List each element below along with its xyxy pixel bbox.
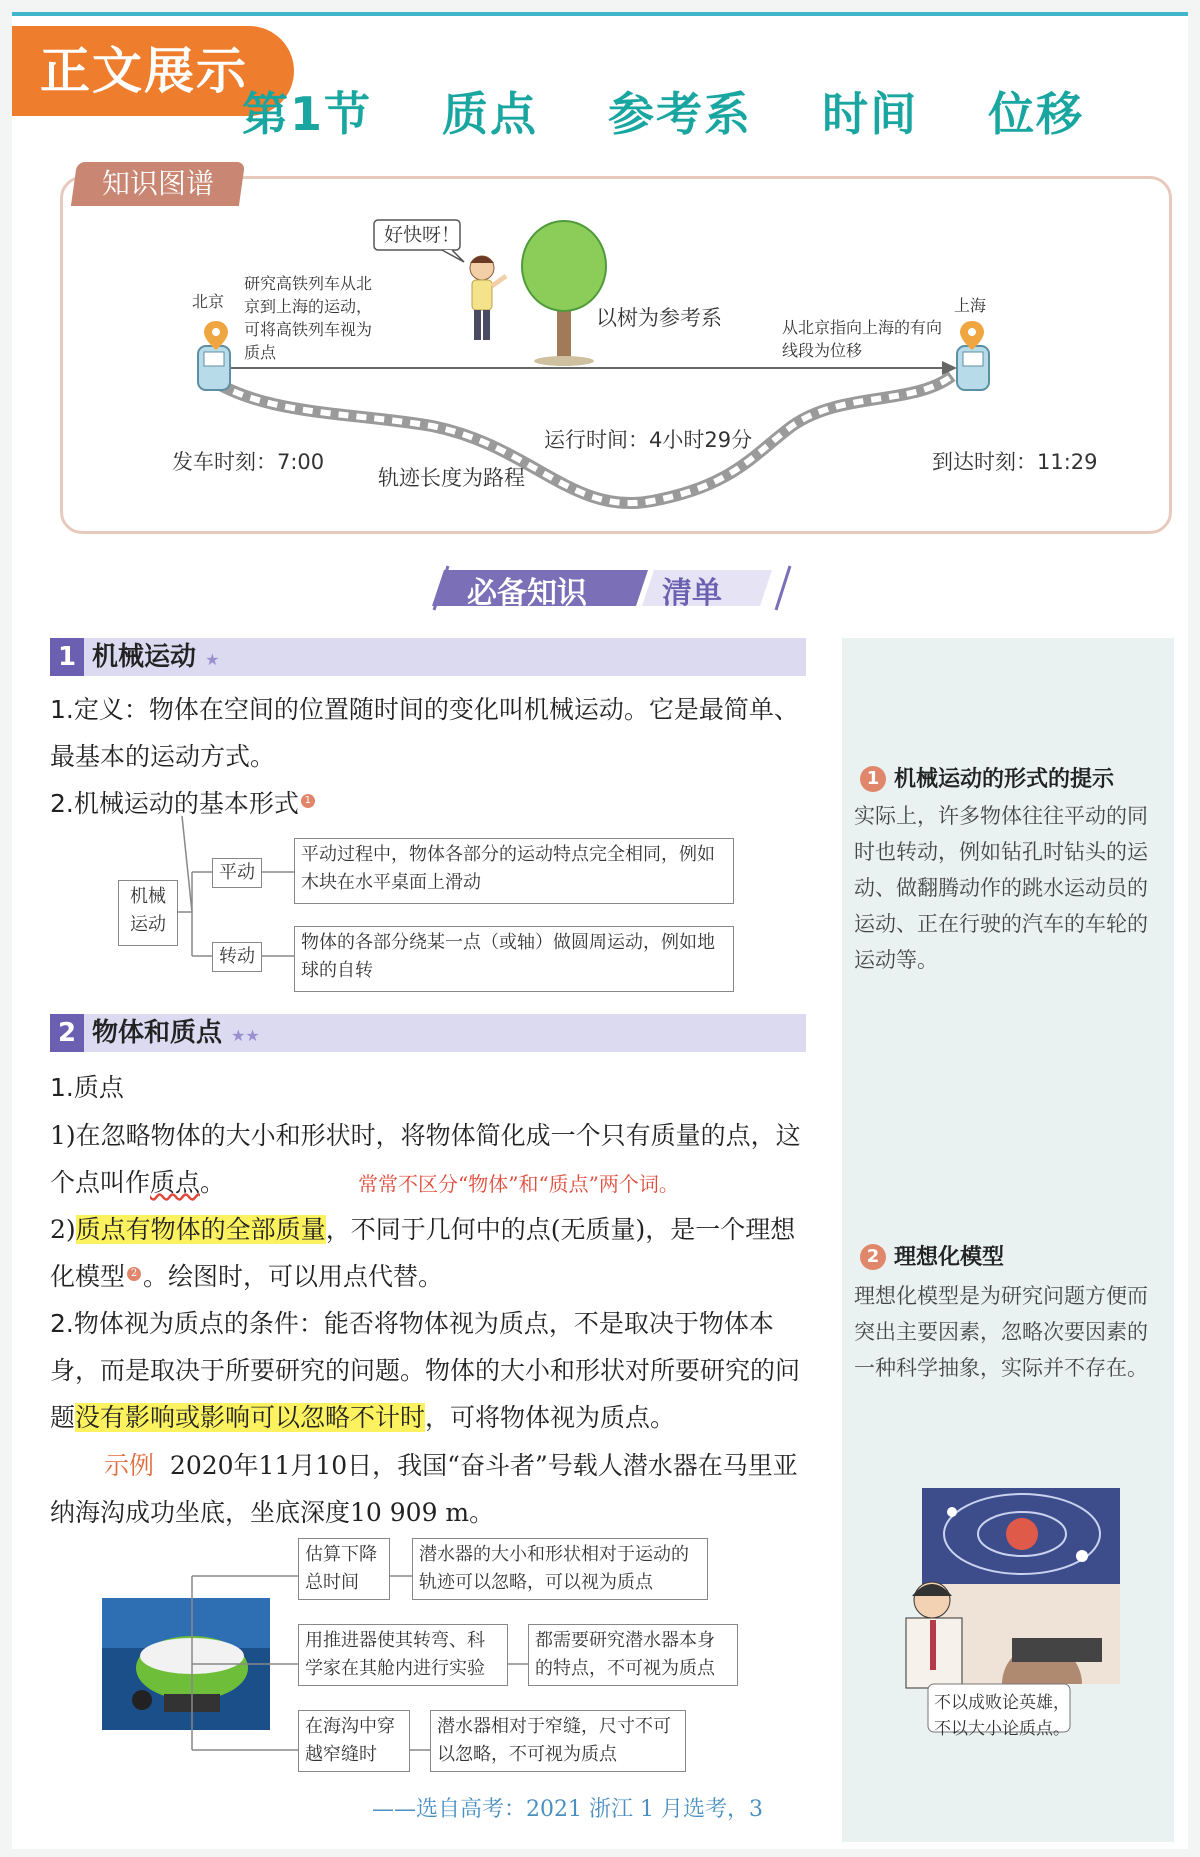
mass-point-para-2: 2)质点有物体的全部质量，不同于几何中的点(无质量)，是一个理想化模型 $^2$ 。绘图时，可以用点代替。 [50,1215,796,1291]
title-section: 第1节 [242,87,373,141]
page [12,12,1188,1849]
diagram-branch-2: 转动 [212,942,262,972]
mass-point-para-1: 1)在忽略物体的大小和形状时，将物体简化成一个只有质量的点，这个点叫作质点。 [50,1121,801,1197]
section-1-definition: 1.定义：物体在空间的位置随时间的变化叫机械运动。它是最简单、最基本的运动方式。 [50,695,799,771]
section-2-header [50,1014,806,1052]
duration: 运行时间：4小时29分 [544,428,753,452]
tree-icon [522,221,606,366]
example-question-1: 估算下降总时间 [298,1538,390,1600]
train-beijing-icon [198,346,230,390]
depart-time: 发车时刻：7:00 [172,450,325,474]
note-right: 从北京指向上海的有向线段为位移 [782,318,943,360]
condition-para: 2.物体视为质点的条件：能否将物体视为质点，不是取决于物体本身，而是取决于所要研究的问题。物体的大小和形状对所要研究的问题没有影响或影响可以忽略不计时，可将物体视为质点。 [50,1309,801,1432]
title-topic-1: 质点 [442,87,539,141]
side-note-1-title: 1 机械运动的形式的提示 [860,762,1114,793]
speech-bubble: 好快呀！ [383,224,460,246]
banner-left: 必备知识 [467,576,587,611]
example-label: 示例 [104,1451,155,1480]
tree-label: 以树为参考系 [596,306,722,330]
diagram-branch-2-text: 物体的各部分绕某一点（或轴）做圆周运动，例如地球的自转 [294,926,734,992]
section-1-stars: ★ [205,650,220,669]
example-question-3: 在海沟中穿越窄缝时 [298,1710,410,1772]
title-topic-4: 位移 [988,87,1085,141]
section-2-stars: ★★ [231,1026,260,1045]
mass-point-term: 质点 [150,1168,201,1197]
forms-mark: 1 [301,794,315,808]
cartoon-caption: 不以成败论英雄，不以大小论质点。 [934,1693,1070,1739]
section-2-title: 物体和质点 ★★ [92,1018,260,1048]
train-shanghai-icon [957,346,989,390]
title-topic-3: 时间 [822,87,919,141]
label-beijing: 北京 [192,292,225,311]
path-label: 轨迹长度为路程 [378,466,525,490]
example-para: 示例 2020年11月10日，我国“奋斗者”号载人潜水器在马里亚纳海沟成功坐底，坐底深度10 909 m。 [50,1451,798,1527]
diagram-branch-1-text: 平动过程中，物体各部分的运动特点完全相同，例如木块在水平桌面上滑动 [294,838,734,904]
title-topic-2: 参考系 [608,87,753,141]
section-2-number: 2 [50,1014,84,1052]
handwritten-annotation: 常常不区分“物体”和“质点”两个词。 [358,1172,679,1196]
side-note-1-text: 实际上，许多物体往往平动的同时也转动，例如钻孔时钻头的运动、做翻腾动作的跳水运动员的运动、正在行驶的汽车的车轮的运动等。 [854,804,1148,972]
example-answer-2: 都需要研究潜水器本身的特点，不可视为质点 [528,1624,738,1686]
diagram-root: 机械运动 [118,880,178,946]
diagram-branch-1: 平动 [212,858,262,888]
side-note-2-text: 理想化模型是为研究问题方便而突出主要因素，忽略次要因素的一种科学抽象，实际并不存在。 [854,1284,1148,1380]
example-question-2: 用推进器使其转弯、科学家在其舱内进行实验 [298,1624,508,1686]
example-answer-3: 潜水器相对于窄缝，尺寸不可以忽略，不可视为质点 [430,1710,686,1772]
section-1-number: 1 [50,638,84,676]
side-note-2-number: 2 [860,1244,886,1270]
ideal-model-mark: 2 [127,1267,141,1281]
section-1-title: 机械运动 ★ [92,642,220,672]
highlight-full-mass: 质点有物体的全部质量 [75,1215,326,1244]
note-left: 研究高铁列车从北京到上海的运动，可将高铁列车视为质点 [244,274,373,362]
source-citation: ——选自高考：2021 浙江 1 月选考，3 [372,1797,763,1822]
corner-tag: 正文展示 [12,26,294,116]
label-shanghai: 上海 [954,296,987,315]
section-1-forms-title: 2.机械运动的基本形式 $^1$ [50,780,315,827]
side-note-1-number: 1 [860,766,886,792]
section-1-header [50,638,806,676]
highlight-condition: 没有影响或影响可以忽略不计时 [75,1403,426,1432]
person-icon [470,256,506,340]
knowledge-map-tag: 知识图谱 [71,162,245,206]
arrive-time: 到达时刻：11:29 [932,450,1098,474]
mass-point-title: 1.质点 [50,1073,124,1102]
banner-right: 清单 [662,576,722,611]
example-answer-1: 潜水器的大小和形状相对于运动的轨迹可以忽略，可以视为质点 [412,1538,708,1600]
side-note-2-title: 2 理想化模型 [860,1240,1004,1271]
